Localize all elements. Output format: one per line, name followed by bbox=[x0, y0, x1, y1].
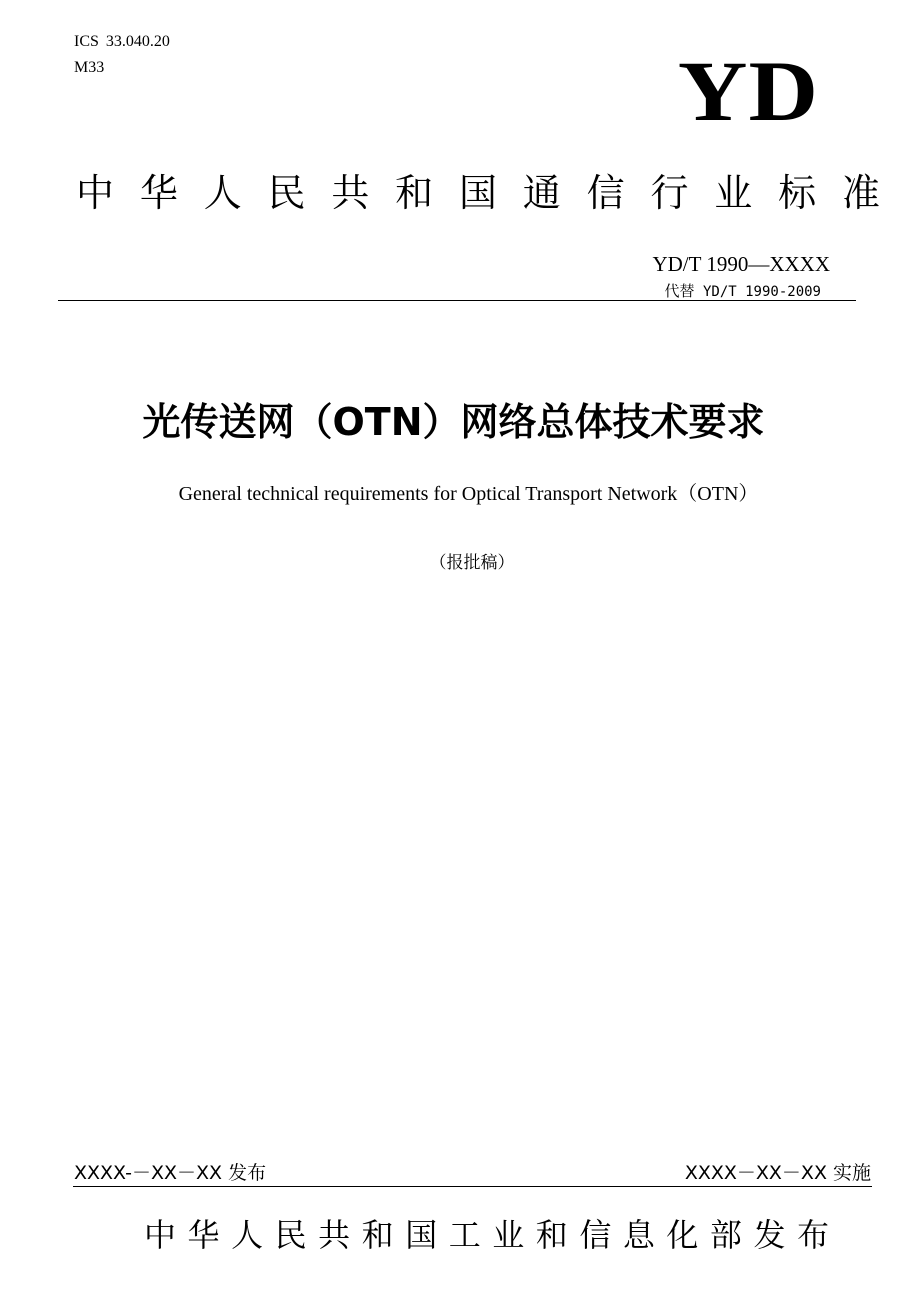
title-character: 民 bbox=[274, 1216, 307, 1254]
document-title-english: General technical requirements for Optical Transport Network（OTN） bbox=[178, 483, 759, 505]
title-character: 行 bbox=[650, 171, 689, 215]
replaces-standard bbox=[665, 283, 821, 300]
title-character: 共 bbox=[318, 1216, 351, 1254]
title-character: 国 bbox=[405, 1216, 438, 1254]
classification-code: M33 bbox=[74, 59, 105, 76]
industry-standard-title bbox=[76, 170, 880, 216]
title-character: 中 bbox=[76, 171, 115, 215]
title-character: 和 bbox=[395, 171, 434, 215]
publish-date: XXXX-－XX－XX 发布 bbox=[74, 1162, 267, 1184]
title-character: 和 bbox=[535, 1216, 568, 1254]
standard-number: YD/T 1990—XXXX bbox=[652, 252, 830, 276]
title-character: 业 bbox=[714, 171, 753, 215]
title-character: 民 bbox=[267, 171, 306, 215]
ics-code bbox=[74, 33, 170, 51]
yd-logo: YD bbox=[677, 43, 819, 139]
title-character: 息 bbox=[622, 1216, 655, 1254]
title-character: 化 bbox=[666, 1216, 699, 1254]
issuing-authority bbox=[144, 1214, 829, 1256]
replaces-number: YD/T 1990-2009 bbox=[702, 284, 821, 300]
title-character: 中 bbox=[144, 1216, 177, 1254]
title-character: 国 bbox=[458, 171, 497, 215]
title-character: 华 bbox=[139, 171, 178, 215]
title-character: 通 bbox=[522, 171, 561, 215]
title-character: 标 bbox=[778, 171, 817, 215]
title-character: 信 bbox=[579, 1216, 612, 1254]
header-divider bbox=[58, 300, 856, 301]
ics-number: 33.040.20 bbox=[105, 33, 170, 50]
title-character: 工 bbox=[448, 1216, 481, 1254]
ics-label: ICS bbox=[74, 33, 99, 50]
title-character: 准 bbox=[841, 171, 880, 215]
title-character: 信 bbox=[586, 171, 625, 215]
title-character: 部 bbox=[709, 1216, 742, 1254]
replaces-label: 代替 bbox=[664, 282, 695, 300]
title-character: 和 bbox=[361, 1216, 394, 1254]
title-character: 华 bbox=[187, 1216, 220, 1254]
footer-divider bbox=[73, 1186, 872, 1187]
title-character: 共 bbox=[331, 171, 370, 215]
draft-status: （报批稿） bbox=[429, 553, 515, 573]
implement-date: XXXX－XX－XX 实施 bbox=[684, 1162, 871, 1184]
title-character: 发 bbox=[753, 1216, 786, 1254]
title-character: 业 bbox=[492, 1216, 525, 1254]
title-character: 布 bbox=[796, 1216, 829, 1254]
title-character: 人 bbox=[231, 1216, 264, 1254]
title-character: 人 bbox=[203, 171, 242, 215]
document-title-chinese: 光传送网（OTN）网络总体技术要求 bbox=[142, 400, 765, 444]
